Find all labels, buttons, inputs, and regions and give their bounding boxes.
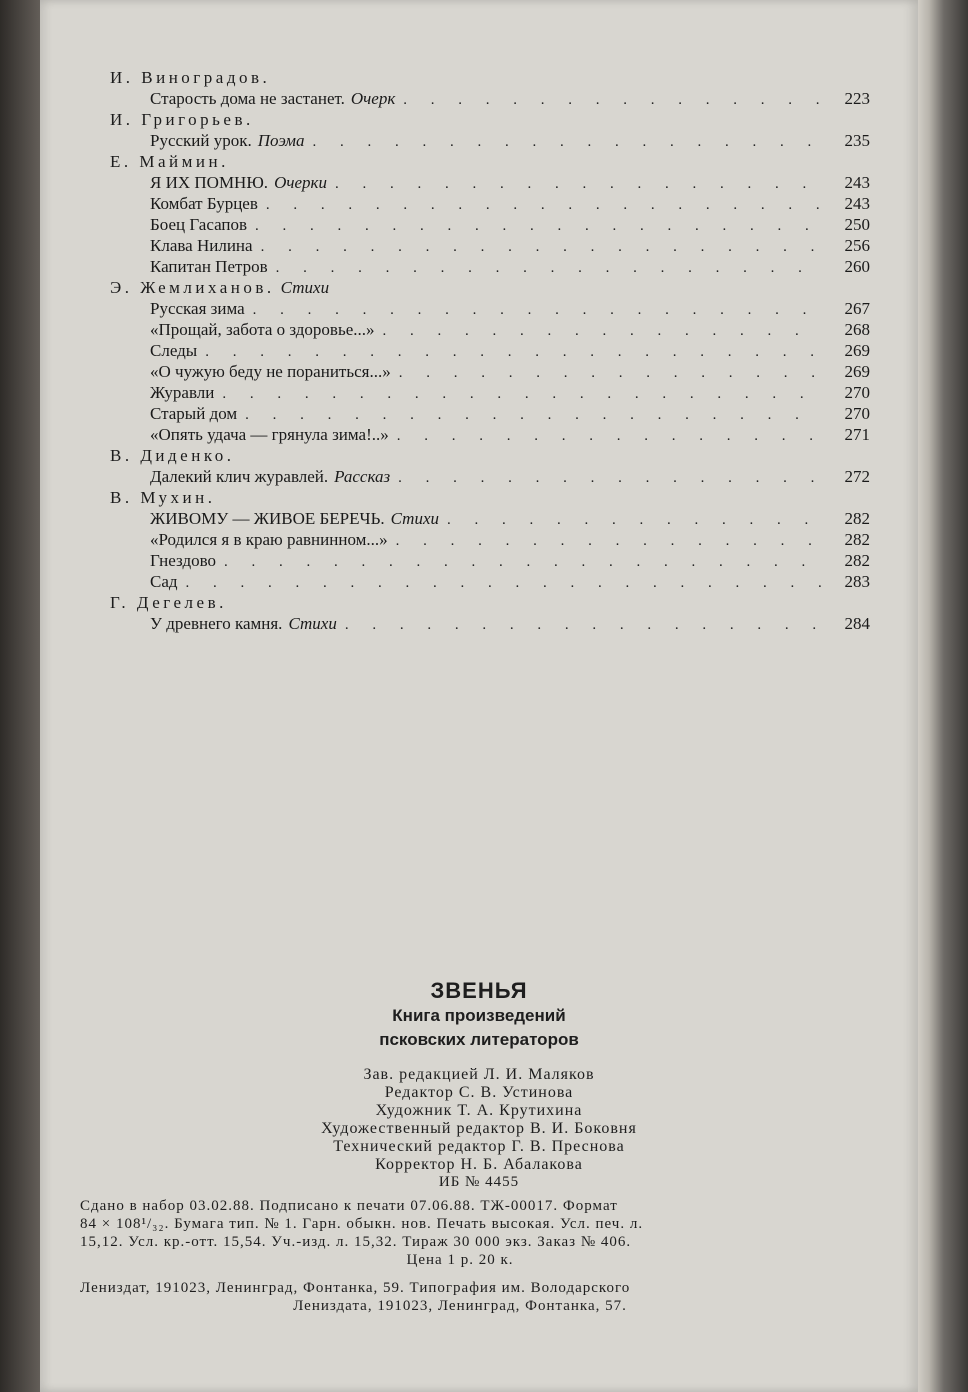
toc-author <box>110 110 870 131</box>
toc-entry <box>110 299 870 320</box>
staff-credit: Художник Т. А. Крутихина <box>375 1102 583 1119</box>
staff-credit: Корректор Н. Б. Абалакова <box>375 1156 583 1173</box>
toc-leader-dots <box>313 134 822 151</box>
toc-entry-title: «Опять удача — грянула зима!..» <box>150 425 389 444</box>
toc-author-name: И. Григорьев. <box>110 110 254 129</box>
toc-entry-genre: Стихи <box>288 614 337 633</box>
toc-entry <box>110 425 870 446</box>
toc-entry-title: Далекий клич журавлей. <box>150 467 329 486</box>
toc-entry-genre: Поэма <box>257 131 305 150</box>
toc-entry-title: Журавли <box>150 383 215 402</box>
toc-page-number: 223 <box>844 89 870 108</box>
toc-entry-title-wrap <box>150 509 439 529</box>
toc-leader-dots <box>261 239 822 256</box>
toc-leader-dots <box>403 92 822 109</box>
toc-entry <box>110 383 870 404</box>
toc-page-number: 270 <box>844 383 870 402</box>
publisher-line: Лениздат, 191023, Ленинград, Фонтанка, 59. Типография им. Володарского <box>80 1280 631 1296</box>
toc-entry <box>110 194 870 215</box>
toc-page-number: 284 <box>844 614 870 633</box>
toc-author <box>110 152 870 173</box>
toc-entry <box>110 467 870 488</box>
toc-page-number: 272 <box>844 467 870 486</box>
toc-page-number: 269 <box>844 362 870 381</box>
toc-entry-title-wrap <box>150 299 245 319</box>
toc-leader-dots <box>447 512 822 529</box>
toc-author <box>110 593 870 614</box>
toc-page-number: 282 <box>844 551 870 570</box>
toc-page-number: 270 <box>844 404 870 423</box>
toc-entry-title-wrap <box>150 173 327 193</box>
toc-entry-title: «Прощай, забота о здоровье...» <box>150 320 375 339</box>
toc-entry <box>110 320 870 341</box>
ib-number: ИБ № 4455 <box>438 1174 520 1190</box>
toc-entry <box>110 215 870 236</box>
toc-entry <box>110 614 870 635</box>
toc-entry <box>110 572 870 593</box>
toc-entry-title-wrap <box>150 572 178 592</box>
toc-entry-title-wrap <box>150 215 247 235</box>
toc-entry <box>110 257 870 278</box>
toc-author <box>110 446 870 467</box>
toc-author <box>110 68 870 89</box>
toc-entry-title: Русская зима <box>150 299 245 318</box>
toc-author-genre: Стихи <box>280 278 330 297</box>
toc-entry <box>110 509 870 530</box>
toc-leader-dots <box>186 575 822 592</box>
toc-entry <box>110 404 870 425</box>
toc-entry-title: Русский урок. <box>150 131 252 150</box>
toc-leader-dots <box>266 197 822 214</box>
toc-entry-genre: Стихи <box>390 509 439 528</box>
toc-entry-title: Комбат Бурцев <box>150 194 258 213</box>
staff-credit: Технический редактор Г. В. Преснова <box>333 1138 625 1155</box>
toc-entry-title-wrap <box>150 194 258 214</box>
toc-page-number: 243 <box>844 194 870 213</box>
toc-leader-dots <box>276 260 822 277</box>
toc-page-number: 268 <box>844 320 870 339</box>
toc-author-name: В. Мухин. <box>110 488 216 507</box>
toc-entry-title: Я ИХ ПОМНЮ. <box>150 173 269 192</box>
staff-credit: Редактор С. В. Устинова <box>384 1084 574 1101</box>
staff-credit: Зав. редакцией Л. И. Маляков <box>363 1066 595 1083</box>
toc-entry-title: Следы <box>150 341 198 360</box>
book-title: ЗВЕНЬЯ <box>430 978 528 1003</box>
toc-entry-title: Капитан Петров <box>150 257 268 276</box>
toc-entry-title: ЖИВОМУ — ЖИВОЕ БЕРЕЧЬ. <box>150 509 385 528</box>
toc-leader-dots <box>335 176 822 193</box>
toc-entry-title-wrap <box>150 530 388 550</box>
toc-leader-dots <box>224 554 822 571</box>
toc-entry <box>110 551 870 572</box>
toc-author-name: И. Виноградов. <box>110 68 271 87</box>
toc-page-number: 269 <box>844 341 870 360</box>
toc-entry-genre: Рассказ <box>334 467 391 486</box>
toc-leader-dots <box>205 344 822 361</box>
toc-author-name: Э. Жемлиханов. <box>110 278 275 297</box>
staff-credit: Художественный редактор В. И. Боковня <box>321 1120 637 1137</box>
toc-page-number: 282 <box>844 530 870 549</box>
toc-page-number: 256 <box>844 236 870 255</box>
toc-page-number: 260 <box>844 257 870 276</box>
toc-entry-title: У древнего камня. <box>150 614 283 633</box>
toc-entry-title-wrap <box>150 89 395 109</box>
toc-page-number: 282 <box>844 509 870 528</box>
toc-entry-title: Сад <box>150 572 178 591</box>
book-page <box>40 0 918 1392</box>
imprint-line: Сдано в набор 03.02.88. Подписано к печати 07.06.88. ТЖ-00017. Формат <box>80 1198 618 1214</box>
toc-author-name: Е. Маймин. <box>110 152 229 171</box>
publisher-line: Лениздата, 191023, Ленинград, Фонтанка, 57. <box>293 1298 627 1314</box>
toc-entry-title-wrap <box>150 341 197 361</box>
table-of-contents <box>110 68 870 635</box>
toc-leader-dots <box>397 428 822 445</box>
toc-entry-title: «Родился я в краю равнинном...» <box>150 530 388 549</box>
toc-entry-title-wrap <box>150 320 375 340</box>
toc-leader-dots <box>245 407 822 424</box>
book-subtitle-line-1: Книга произведений <box>392 1006 566 1025</box>
toc-entry-title: Клава Нилина <box>150 236 253 255</box>
imprint-line: 15,12. Усл. кр.-отт. 15,54. Уч.-изд. л. 15,32. Тираж 30 000 экз. Заказ № 406. <box>80 1234 632 1250</box>
toc-leader-dots <box>255 218 822 235</box>
toc-entry-title: Старость дома не застанет. <box>150 89 345 108</box>
toc-page-number: 250 <box>844 215 870 234</box>
toc-entry-title: Старый дом <box>150 404 238 423</box>
book-subtitle-line-2: псковских литераторов <box>379 1030 579 1049</box>
toc-entry <box>110 173 870 194</box>
toc-entry <box>110 89 870 110</box>
toc-entry-title: Гнездово <box>150 551 216 570</box>
toc-entry <box>110 341 870 362</box>
toc-page-number: 235 <box>844 131 870 150</box>
toc-page-number: 271 <box>844 425 870 444</box>
toc-author-name: Г. Дегелев. <box>110 593 227 612</box>
toc-leader-dots <box>396 533 822 550</box>
toc-entry-title-wrap <box>150 362 391 382</box>
toc-entry-title-wrap <box>150 404 237 424</box>
imprint-line: 84 × 108¹/₃₂. Бумага тип. № 1. Гарн. обыкн. нов. Печать высокая. Усл. печ. л. <box>80 1216 644 1232</box>
toc-entry-title-wrap <box>150 614 337 634</box>
price: Цена 1 р. 20 к. <box>406 1252 514 1268</box>
toc-author <box>110 278 870 299</box>
toc-entry <box>110 131 870 152</box>
toc-entry-genre: Очерки <box>274 173 327 192</box>
toc-entry-title-wrap <box>150 425 389 445</box>
toc-entry-title: «О чужую беду не пораниться...» <box>150 362 391 381</box>
toc-leader-dots <box>222 386 822 403</box>
toc-entry-title-wrap <box>150 551 216 571</box>
toc-leader-dots <box>383 323 822 340</box>
toc-entry-title-wrap <box>150 236 253 256</box>
toc-entry-title-wrap <box>150 383 214 403</box>
toc-entry-title-wrap <box>150 257 268 277</box>
toc-entry-title-wrap <box>150 131 305 151</box>
toc-entry-title: Боец Гасапов <box>150 215 248 234</box>
toc-leader-dots <box>398 470 822 487</box>
toc-page-number: 243 <box>844 173 870 192</box>
toc-entry <box>110 362 870 383</box>
toc-page-number: 267 <box>844 299 870 318</box>
toc-entry <box>110 530 870 551</box>
toc-entry-title-wrap <box>150 467 390 487</box>
toc-page-number: 283 <box>844 572 870 591</box>
toc-leader-dots <box>253 302 822 319</box>
toc-author <box>110 488 870 509</box>
toc-entry <box>110 236 870 257</box>
toc-author-name: В. Диденко. <box>110 446 235 465</box>
toc-leader-dots <box>399 365 822 382</box>
toc-leader-dots <box>345 617 822 634</box>
toc-entry-genre: Очерк <box>350 89 396 108</box>
